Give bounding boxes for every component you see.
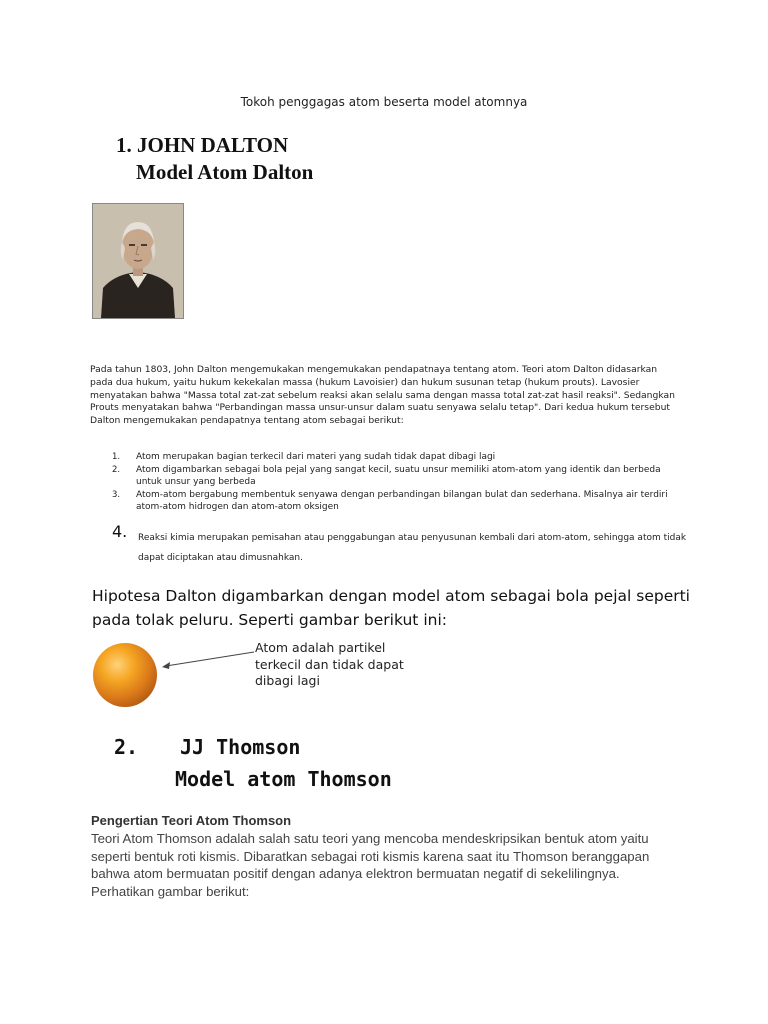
dalton-paragraph: Pada tahun 1803, John Dalton mengemukakan mengemukakan pendapatnaya tentang atom. Teori atom Dalton didasarkan pada dua hukum, yaitu hukum kekekalan massa (hukum Lavoisier) dan hukum susunan tetap (hukum prouts). Lavosier menyatakan bahwa "Massa total zat-zat sebelum reaksi akan selalu sama dengan massa total zat-zat hasil reaksi". Sedangkan Prouts menyatakan bahwa "Perbandingan massa unsur-unsur dalam suatu senyawa selalu tetap". Dari kedua hukum tersebut Dalton mengemukakan pendapatnya tentang atom sebagai berikut: <box>90 364 675 427</box>
john-dalton-portrait <box>92 203 184 319</box>
list-item-text: Atom-atom bergabung membentuk senyawa dengan perbandingan bilangan bulat dan sederhana. Misalnya air terdiri atom-atom hidrogen dan atom-atom oksigen <box>136 490 668 512</box>
section2-model-title: Model atom Thomson <box>175 767 392 791</box>
list-item-text: Atom digambarkan sebagai bola pejal yang sangat kecil, suatu unsur memiliki atom-atom yang identik dan berbeda untuk unsur yang berbeda <box>136 465 661 487</box>
list-item-number: 2. <box>112 465 121 475</box>
section2-number: 2. <box>114 735 139 759</box>
section1-heading <box>116 131 288 160</box>
solid-sphere-atom-image <box>93 643 157 707</box>
list-item <box>90 451 680 463</box>
section1-model-title: Model Atom Dalton <box>136 160 314 184</box>
thomson-body <box>91 830 691 900</box>
dalton-hypothesis-text: Hipotesa Dalton digambarkan dengan model atom sebagai bola pejal seperti pada tolak peluru. Seperti gambar berikut ini: <box>92 587 690 629</box>
dalton-postulates-list <box>90 451 680 514</box>
section1-name: JOHN DALTON <box>137 133 289 157</box>
list-item-number: 1. <box>112 452 121 462</box>
section2-name: JJ Thomson <box>180 735 301 759</box>
list-item-text: Reaksi kimia merupakan pemisahan atau penggabungan atau penyusunan kembali dari atom-atom, sehingga atom tidak dapat diciptakan atau dimusnahkan. <box>138 533 687 563</box>
list-item <box>90 489 680 513</box>
thomson-subheading: Pengertian Teori Atom Thomson <box>91 813 292 828</box>
list-item <box>90 464 680 488</box>
list-item-number: 4. <box>112 522 128 541</box>
thomson-note: Perhatikan gambar berikut: <box>91 883 250 899</box>
document-title: Tokoh penggagas atom beserta model atomnya <box>240 95 528 109</box>
list-item-text: Atom merupakan bagian terkecil dari materi yang sudah tidak dapat dibagi lagi <box>136 452 496 462</box>
portrait-image <box>93 204 183 318</box>
figure-caption: Atom adalah partikel terkecil dan tidak dapat dibagi lagi <box>255 640 404 688</box>
thomson-paragraph: Teori Atom Thomson adalah salah satu teori yang mencoba mendeskripsikan bentuk atom yaitu seperti bentuk roti kismis. Dibaratkan sebagai roti kismis karena saat itu Thomson beranggapan bahwa atom bermuatan positif dengan adanya elektron bermuatan negatif di sekelilingnya. <box>91 831 650 881</box>
caption-pointer-arrow <box>158 646 258 676</box>
section1-number: 1. <box>116 133 132 157</box>
list-item-number: 3. <box>112 490 121 500</box>
